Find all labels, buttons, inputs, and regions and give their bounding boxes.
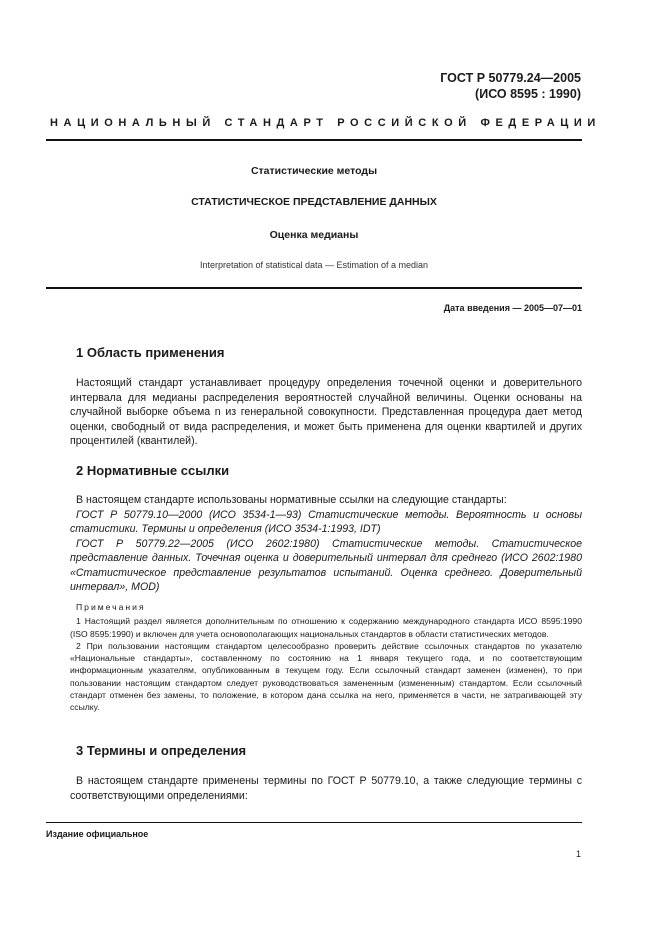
section-3-body bbox=[70, 774, 582, 803]
section-3-text: В настоящем стандарте применены термины по ГОСТ Р 50779.10, а также следующие термины с соответствующими определениями: bbox=[70, 775, 582, 802]
reference-1: ГОСТ Р 50779.10—2000 (ИСО 3534-1—93) Статистические методы. Вероятность и основы статистики. Термины и определения (ИСО 3534-1:1993, IDT) bbox=[70, 508, 582, 535]
section-2-heading: 2 Нормативные ссылки bbox=[76, 463, 230, 478]
iso-code: (ИСО 8595 : 1990) bbox=[475, 87, 581, 101]
section-2-intro: В настоящем стандарте использованы нормативные ссылки на следующие стандарты: bbox=[76, 494, 507, 506]
note-1: 1 Настоящий раздел является дополнительным по отношению к содержанию международного стандарта ИСО 8595:1990 (ISO 8595:1990) и включен для учета основополагающих национальных стандартов в области статистических методов. bbox=[70, 616, 582, 639]
english-title: Interpretation of statistical data — Estimation of a median bbox=[199, 260, 429, 270]
section-1-body bbox=[70, 376, 582, 449]
notes-label: Примечания bbox=[76, 602, 146, 612]
date-of-introduction: Дата введения — 2005—07—01 bbox=[443, 303, 582, 313]
section-2-body bbox=[70, 493, 582, 595]
official-edition-label: Издание официальное bbox=[46, 829, 149, 839]
title-divider bbox=[46, 287, 582, 289]
top-divider bbox=[46, 139, 582, 141]
notes-block bbox=[70, 601, 582, 714]
section-1-heading: 1 Область применения bbox=[76, 345, 225, 360]
section-1-text: Настоящий стандарт устанавливает процедуру определения точечной оценки и доверительного интервала для медианы распределения вероятностей случайной величины. Оценки основаны на случайной выборке объема n из генеральной совокупности. Представленная процедура дает метод оценки, свободный от вида распределения, и может быть применена для оценки квартилей и других процентилей (квантилей). bbox=[70, 377, 582, 447]
sub-title: Оценка медианы bbox=[269, 229, 359, 241]
group-title: Статистические методы bbox=[250, 165, 378, 177]
section-3-heading: 3 Термины и определения bbox=[76, 743, 247, 758]
footer-divider bbox=[46, 822, 582, 823]
note-2: 2 При пользовании настоящим стандартом целесообразно проверить действие ссылочных стандартов по указателю «Национальные стандарты», составленному по состоянию на 1 января текущего года, и по соответствующим информационным указателям, опубликованным в текущем году. Если ссылочный стандарт заменен (изменен), то при пользовании настоящим стандартом следует руководствоваться замененным (измененным) стандартом. Если ссылочный стандарт отменен без замены, то положение, в котором дана ссылка на него, применяется в части, не затрагивающей эту ссылку. bbox=[70, 640, 582, 713]
page-number: 1 bbox=[575, 849, 581, 859]
standard-code: ГОСТ Р 50779.24—2005 bbox=[440, 71, 581, 85]
national-standard-banner: НАЦИОНАЛЬНЫЙ СТАНДАРТ РОССИЙСКОЙ ФЕДЕРАЦИИ bbox=[50, 117, 601, 129]
reference-2: ГОСТ Р 50779.22—2005 (ИСО 2602:1980) Статистические методы. Статистическое представление данных. Точечная оценка и доверительный интервал для среднего (ИСО 2602:1980 «Статистическое представление результатов испытаний. Оценка среднего. Доверительный интервал», MOD) bbox=[70, 537, 582, 593]
main-title: СТАТИСТИЧЕСКОЕ ПРЕДСТАВЛЕНИЕ ДАННЫХ bbox=[191, 196, 437, 208]
